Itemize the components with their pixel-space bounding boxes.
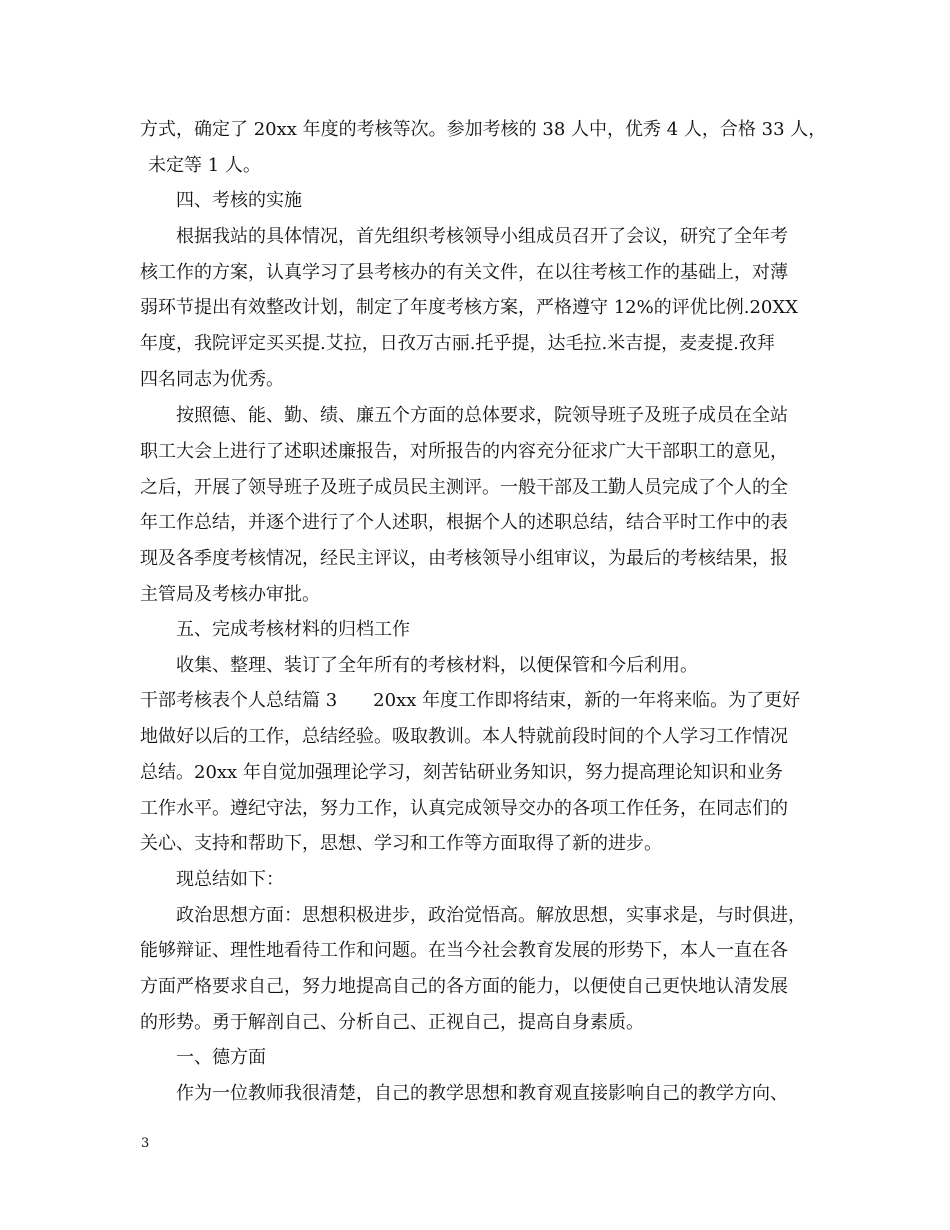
text-line: 作为一位教师我很清楚，自己的教学思想和教育观直接影响自己的教学方向、 [176,1083,788,1104]
page-number: 3 [141,1136,150,1151]
section-heading: 四、考核的实施 [176,190,302,211]
article-title-line: 干部考核表个人总结篇 3 20xx 年度工作即将结束，新的一年将来临。为了更好 [140,690,801,711]
text-line: 现总结如下： [176,869,284,890]
text-line: 按照德、能、勤、绩、廉五个方面的总体要求，院领导班子及班子成员在全站 [176,405,788,426]
text-line: 政治思想方面：思想积极进步，政治觉悟高。解放思想，实事求是，与时俱进， [176,905,806,926]
section-heading: 五、完成考核材料的归档工作 [176,619,410,640]
text-line: 根据我站的具体情况，首先组织考核领导小组成员召开了会议，研究了全年考 [176,226,788,247]
text-line: 总结。20xx 年自觉加强理论学习，刻苦钻研业务知识，努力提高理论知识和业务 [140,762,783,783]
text-line: 年工作总结，并逐个进行了个人述职，根据个人的述职总结，结合平时工作中的表 [140,512,788,533]
text-line: 的形势。勇于解剖自己、分析自己、正视自己，提高自身素质。 [140,1012,644,1033]
section-heading: 一、德方面 [176,1047,266,1068]
text-line: 四名同志为优秀。 [140,369,284,390]
text-line: 方面严格要求自己，努力地提高自己的各方面的能力，以便使自己更快地认清发展 [140,976,788,997]
text-line: 地做好以后的工作，总结经验。吸取教训。本人特就前段时间的个人学习工作情况 [140,726,788,747]
text-line: 能够辩证、理性地看待工作和问题。在当今社会教育发展的形势下，本人一直在各 [140,940,788,961]
text-line: 职工大会上进行了述职述廉报告，对所报告的内容充分征求广大干部职工的意见， [140,441,788,462]
text-line: 关心、支持和帮助下，思想、学习和工作等方面取得了新的进步。 [140,833,662,854]
text-line: 方式，确定了 20xx 年度的考核等次。参加考核的 38 人中，优秀 4 人，合格 33 人， [140,119,827,140]
text-line: 收集、整理、装订了全年所有的考核材料，以便保管和今后利用。 [176,655,698,676]
text-line: 核工作的方案，认真学习了县考核办的有关文件，在以往考核工作的基础上，对薄 [140,262,788,283]
text-line: 未定等 1 人。 [148,155,261,176]
text-line: 弱环节提出有效整改计划，制定了年度考核方案，严格遵守 12%的评优比例.20XX [140,297,798,318]
text-line: 年度，我院评定买买提.艾拉，日孜万古丽.托乎提，达毛拉.米吉提，麦麦提.孜拜 [140,333,775,354]
text-line: 之后，开展了领导班子及班子成员民主测评。一般干部及工勤人员完成了个人的全 [140,477,788,498]
text-line: 工作水平。遵纪守法，努力工作，认真完成领导交办的各项工作任务，在同志们的 [140,798,788,819]
text-line: 主管局及考核办审批。 [140,584,320,605]
text-line: 现及各季度考核情况，经民主评议，由考核领导小组审议，为最后的考核结果，报 [140,548,788,569]
